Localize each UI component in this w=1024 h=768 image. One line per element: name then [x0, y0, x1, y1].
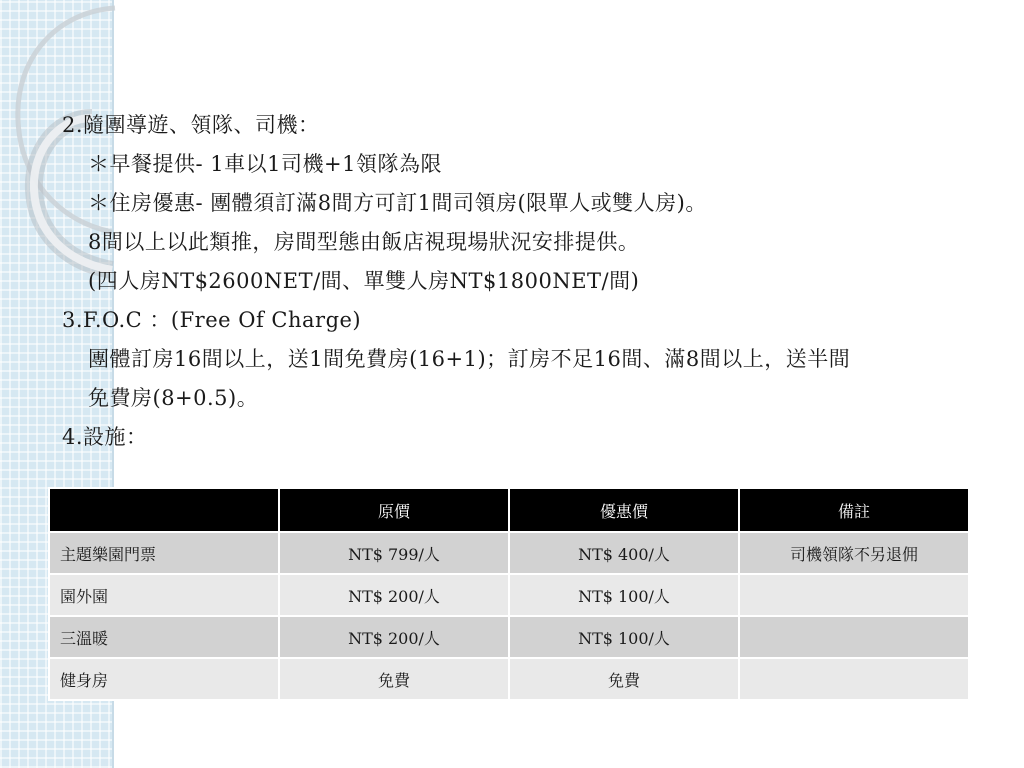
remarks	[739, 574, 969, 616]
facility-name: 園外園	[49, 574, 279, 616]
remarks	[739, 658, 969, 700]
foc-description-cont: 免費房(8+0.5)。	[88, 386, 259, 410]
table-row	[49, 574, 969, 616]
header-cell-blank	[49, 488, 279, 532]
discount-price: NT$ 100/人	[509, 616, 739, 658]
original-price: NT$ 200/人	[279, 574, 509, 616]
facility-name: 主題樂園門票	[49, 532, 279, 574]
lodging-note: ＊住房優惠- 團體須訂滿8間方可訂1間司領房(限單人或雙人房)。	[88, 191, 707, 215]
section-3-heading: 3.F.O.C ：(Free Of Charge)	[62, 308, 362, 332]
table-row	[49, 658, 969, 700]
header-cell-original-price: 原價	[279, 488, 509, 532]
section-4-heading: 4.設施：	[62, 425, 148, 449]
header-cell-remarks: 備註	[739, 488, 969, 532]
header-cell-discount-price: 優惠價	[509, 488, 739, 532]
facility-name: 三溫暖	[49, 616, 279, 658]
remarks	[739, 616, 969, 658]
table-header-row	[49, 488, 969, 532]
foc-description: 團體訂房16間以上，送1間免費房(16+1)；訂房不足16間、滿8間以上，送半間	[88, 347, 851, 371]
original-price: NT$ 799/人	[279, 532, 509, 574]
section-2-heading: 2.隨團導遊、領隊、司機：	[62, 113, 320, 137]
discount-price: 免費	[509, 658, 739, 700]
facility-price-table	[48, 487, 970, 701]
remarks: 司機領隊不另退佣	[739, 532, 969, 574]
breakfast-note: ＊早餐提供- 1車以1司機+1領隊為限	[88, 152, 442, 176]
table-row	[49, 532, 969, 574]
original-price: 免費	[279, 658, 509, 700]
original-price: NT$ 200/人	[279, 616, 509, 658]
discount-price: NT$ 400/人	[509, 532, 739, 574]
table-row	[49, 616, 969, 658]
facility-name: 健身房	[49, 658, 279, 700]
room-price-note: (四人房NT$2600NET/間、單雙人房NT$1800NET/間)	[88, 269, 640, 293]
lodging-more-note: 8間以上以此類推，房間型態由飯店視現場狀況安排提供。	[88, 230, 640, 254]
discount-price: NT$ 100/人	[509, 574, 739, 616]
